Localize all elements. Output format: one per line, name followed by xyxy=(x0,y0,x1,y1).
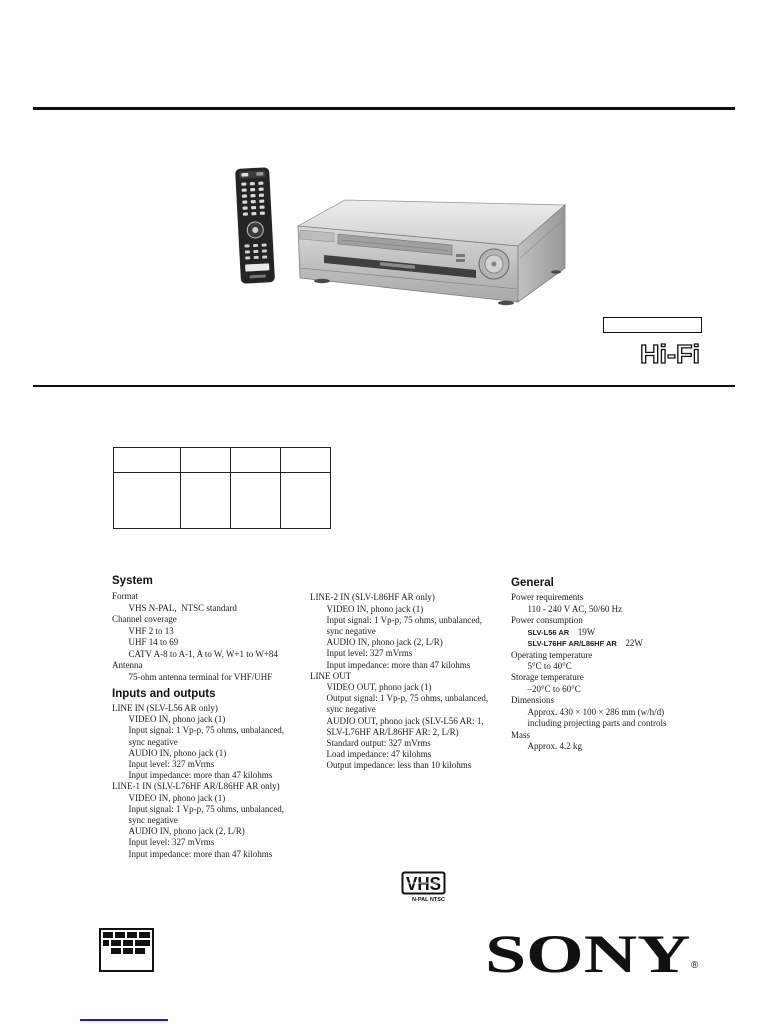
spec-value: Output signal: 1 Vp-p, 75 ohms, unbalanced, xyxy=(326,693,489,704)
section-heading-system: System xyxy=(112,575,153,587)
table-cell xyxy=(281,473,331,529)
table-cell xyxy=(231,448,281,473)
spec-value: 5°C to 40°C xyxy=(527,661,572,672)
spec-value: 110 - 240 V AC, 50/60 Hz xyxy=(527,603,623,614)
spec-value: sync negative xyxy=(128,815,178,826)
spec-label-channel-coverage: Channel coverage xyxy=(112,614,177,624)
spec-value: Input signal: 1 Vp-p, 75 ohms, unbalanced, xyxy=(128,803,285,814)
hifi-logo xyxy=(636,340,708,368)
power-consumption-row xyxy=(511,627,666,638)
spec-value: including projecting parts and controls xyxy=(527,718,667,729)
vcr-image xyxy=(298,200,565,305)
model-table xyxy=(113,447,331,529)
model-name: SLV-L56 AR xyxy=(527,627,570,637)
sony-logo: SONY xyxy=(485,924,691,984)
spec-value: –20°C to 60°C xyxy=(527,683,581,694)
registered-mark: ® xyxy=(691,960,699,971)
model-number-box xyxy=(603,317,702,333)
table-cell xyxy=(181,448,231,473)
vhs-logo-text: VHS xyxy=(406,874,441,894)
spec-value: VIDEO IN, phono jack (1) xyxy=(128,792,226,803)
system-spec-list xyxy=(112,591,278,683)
spec-value: Input impedance: more than 47 kilohms xyxy=(128,848,273,859)
section-heading-general: General xyxy=(511,577,554,589)
table-cell xyxy=(114,448,181,473)
spec-value: Input level: 327 mVrms xyxy=(128,837,215,848)
spec-value: Input signal: 1 Vp-p, 75 ohms, unbalanced, xyxy=(326,614,483,625)
power-value: 19W xyxy=(577,626,596,637)
spec-value: Output impedance: less than 10 kilohms xyxy=(326,760,472,771)
table-row xyxy=(114,473,331,529)
spec-label-line1-in: LINE-1 IN (SLV-L76HF AR/L86HF AR only) xyxy=(112,781,280,792)
spec-value: AUDIO IN, phono jack (1) xyxy=(128,747,227,758)
spec-value: Input level: 327 mVrms xyxy=(326,648,413,659)
spec-value: Input impedance: more than 47 kilohms xyxy=(326,659,471,670)
spec-value: sync negative xyxy=(326,626,376,636)
spec-value: VIDEO IN, phono jack (1) xyxy=(128,714,226,725)
spec-value: Input signal: 1 Vp-p, 75 ohms, unbalanced, xyxy=(128,725,285,736)
spec-label-mass: Mass xyxy=(511,729,531,740)
spec-value: sync negative xyxy=(128,736,178,747)
spec-value: Standard output: 327 mVrms xyxy=(326,738,431,749)
spec-label-power-requirements: Power requirements xyxy=(511,592,584,603)
remote-control-image xyxy=(235,167,275,284)
spec-value: AUDIO IN, phono jack (2, L/R) xyxy=(326,637,443,648)
service-manual-grid-icon xyxy=(99,928,155,973)
spec-value: 75-ohm antenna terminal for VHF/UHF xyxy=(128,671,273,682)
spec-value: Input impedance: more than 47 kilohms xyxy=(128,770,273,781)
spec-value: Load impedance: 47 kilohms xyxy=(326,749,432,760)
top-divider xyxy=(33,107,735,110)
spec-label-power-consumption: Power consumption xyxy=(511,615,583,626)
spec-label-line-in: LINE IN (SLV-L56 AR only) xyxy=(112,703,218,713)
spec-value: AUDIO OUT, phono jack (SLV-L56 AR: 1, xyxy=(326,715,484,726)
product-photo xyxy=(230,160,575,310)
power-value: 22W xyxy=(625,638,643,649)
spec-label-storage-temperature: Storage temperature xyxy=(511,672,584,683)
link-underline[interactable] xyxy=(80,1019,168,1021)
middle-divider xyxy=(33,385,735,387)
spec-value: SLV-L76HF AR/L86HF AR: 2, L/R) xyxy=(326,726,459,737)
spec-value: UHF 14 to 69 xyxy=(128,637,179,647)
spec-value: sync negative xyxy=(326,704,376,715)
spec-value: AUDIO IN, phono jack (2, L/R) xyxy=(128,826,245,837)
power-consumption-row xyxy=(511,638,666,649)
general-spec-list xyxy=(511,592,666,752)
table-cell xyxy=(181,473,231,529)
spec-label-line-out: LINE OUT xyxy=(310,670,352,681)
spec-label-line2-in: LINE-2 IN (SLV-L86HF AR only) xyxy=(310,592,435,603)
model-name: SLV-L76HF AR/L86HF AR xyxy=(527,639,617,649)
spec-label-format: Format xyxy=(112,591,138,601)
table-cell xyxy=(231,473,281,529)
spec-value: Approx. 4.2 kg xyxy=(527,741,582,752)
spec-label-antenna: Antenna xyxy=(112,660,143,670)
spec-value: VHF 2 to 13 xyxy=(128,625,174,636)
spec-value: Approx. 430 × 100 × 286 mm (w/h/d) xyxy=(527,706,665,717)
hifi-logo-text: Hi-Fi xyxy=(640,340,700,368)
spec-value: Input level: 327 mVrms xyxy=(128,759,215,770)
table-cell xyxy=(281,448,331,473)
section-heading-inputs-outputs: Inputs and outputs xyxy=(112,688,216,700)
table-header-row xyxy=(114,448,331,473)
spec-value: CATV A-8 to A-1, A to W, W+1 to W+84 xyxy=(128,648,278,659)
vhs-logo-caption: N-PAL NTSC xyxy=(412,897,446,903)
table-cell xyxy=(114,473,181,529)
spec-value: VHS N-PAL, NTSC standard xyxy=(128,602,237,613)
spec-value: VIDEO IN, phono jack (1) xyxy=(326,603,424,614)
outputs-spec-list xyxy=(310,592,488,771)
inputs-spec-list xyxy=(112,703,284,860)
spec-label-dimensions: Dimensions xyxy=(511,695,555,706)
vhs-logo xyxy=(401,871,447,903)
spec-value: VIDEO OUT, phono jack (1) xyxy=(326,682,432,693)
spec-label-operating-temperature: Operating temperature xyxy=(511,649,593,660)
